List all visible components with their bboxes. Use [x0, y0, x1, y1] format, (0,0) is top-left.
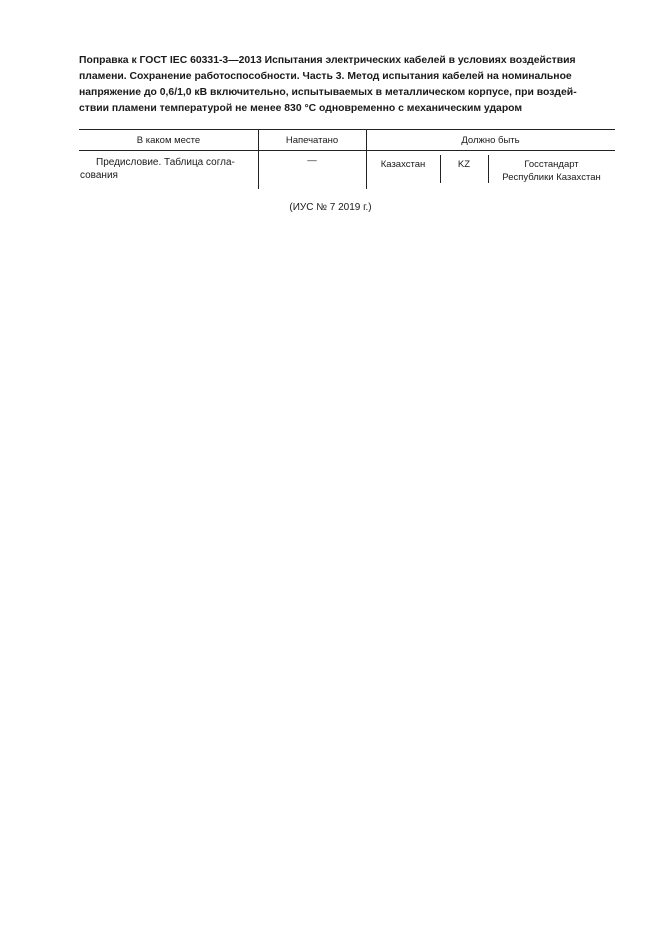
correction-title — [79, 53, 615, 117]
row-code: KZ — [457, 159, 471, 170]
row-where — [80, 156, 256, 182]
title-line-4: ствии пламени температурой не менее 830 °С одновременно с механическим ударом — [79, 103, 523, 114]
header-should-be: Должно быть — [461, 135, 520, 146]
title-line-1: Поправка к ГОСТ IEC 60331-3—2013 Испытания электрических кабелей в условиях воздействия — [79, 55, 576, 66]
header-where: В каком месте — [136, 135, 201, 146]
row-agency-line-2: Республики Казахстан — [502, 172, 601, 183]
title-line-2: пламени. Сохранение работоспособности. Часть 3. Метод испытания кабелей на номинальное — [79, 71, 572, 82]
header-printed: Напечатано — [285, 135, 339, 146]
row-where-line-2: сования — [80, 170, 118, 181]
row-agency — [488, 158, 615, 184]
row-country: Казахстан — [380, 159, 426, 170]
source-note: (ИУС № 7 2019 г.) — [289, 202, 372, 213]
row-printed: — — [307, 155, 317, 166]
table-header-rule — [79, 150, 615, 151]
title-line-3: напряжение до 0,6/1,0 кВ включительно, испытываемых в металлическом корпусе, при воздей- — [79, 87, 577, 98]
row-where-line-1: Предисловие. Таблица согла- — [96, 157, 235, 168]
table-top-rule — [79, 129, 615, 130]
row-agency-line-1: Госстандарт — [524, 159, 579, 170]
